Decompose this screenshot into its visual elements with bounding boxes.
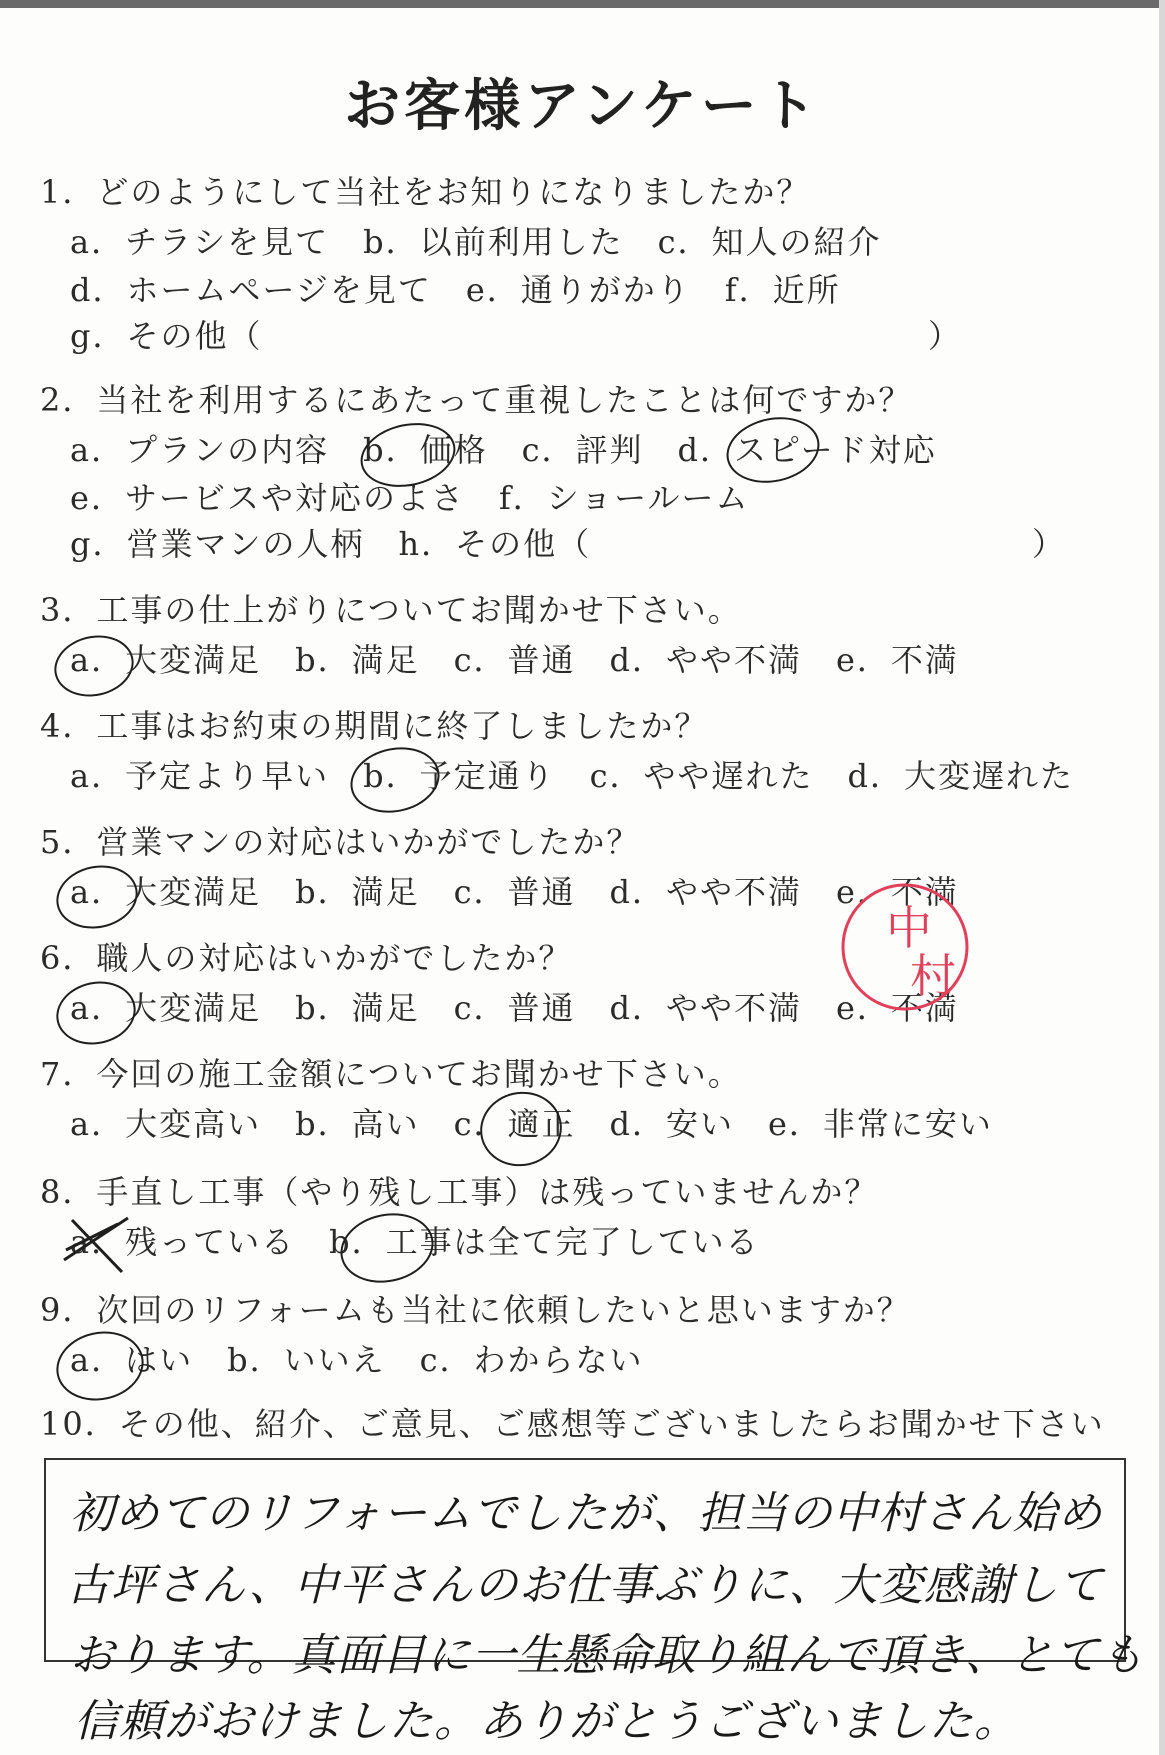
q8-question: 8．手直し工事（やり残し工事）は残っていませんか？ bbox=[40, 1173, 879, 1211]
q8-answer-a-cross-out-icon bbox=[58, 1210, 138, 1280]
comment-line-1: 初めてのリフォームでしたが、担当の中村さん始め bbox=[70, 1488, 1103, 1539]
comment-line-2: 古坪さん、中平さんのお仕事ぶりに、大変感謝して bbox=[66, 1560, 1104, 1611]
q10-question: 10．その他、紹介、ご意見、ご感想等ございましたらお聞かせ下さい bbox=[40, 1405, 1105, 1443]
q4-question: 4．工事はお約束の期間に終了しましたか？ bbox=[40, 707, 709, 745]
q1-other-close: ） bbox=[928, 317, 963, 355]
comment-line-4: 信頼がおけました。ありがとうございました。 bbox=[74, 1696, 1019, 1747]
q7-question: 7．今回の施工金額についてお聞かせ下さい。 bbox=[40, 1055, 742, 1093]
q1-options-line2: d．ホームページを見て e．通りがかり f．近所 bbox=[70, 271, 841, 309]
q5-options: a．大変満足 b．満足 c．普通 d．やや不満 e．不満 bbox=[70, 873, 959, 911]
q2-options-line1: a．プランの内容 b．価格 c．評判 d．スピード対応 bbox=[70, 431, 937, 469]
q8-options: a．残っている b．工事は全て完了している bbox=[70, 1223, 760, 1261]
q3-options: a．大変満足 b．満足 c．普通 d．やや不満 e．不満 bbox=[70, 641, 959, 679]
seal-char-1: 中 bbox=[886, 901, 932, 955]
q2-options-line3: g．営業マンの人柄 h．その他（ bbox=[70, 525, 592, 563]
q6-options: a．大変満足 b．満足 c．普通 d．やや不満 e．不満 bbox=[70, 989, 959, 1027]
q9-question: 9．次回のリフォームも当社に依頼したいと思いますか？ bbox=[40, 1291, 911, 1329]
q9-options: a．はい b．いいえ c．わからない bbox=[70, 1341, 644, 1379]
q2-options-line2: e．サービスや対応のよさ f．ショールーム bbox=[70, 479, 750, 517]
q1-options-line3: g．その他（ bbox=[70, 317, 263, 355]
q1-question: 1．どのようにして当社をお知りになりましたか？ bbox=[40, 173, 811, 211]
seal-char-2: 村 bbox=[910, 949, 956, 1003]
q4-options: a．予定より早い b．予定通り c．やや遅れた d．大変遅れた bbox=[70, 757, 1074, 795]
q1-options-line1: a．チラシを見て b．以前利用した c．知人の紹介 bbox=[70, 223, 882, 261]
comment-line-3: おります。真面目に一生懸命取り組んで頂き、とても bbox=[70, 1630, 1145, 1681]
scan-right-edge bbox=[1159, 0, 1165, 1755]
q2-question: 2．当社を利用するにあたって重視したことは何ですか？ bbox=[40, 381, 913, 419]
q2-other-close: ） bbox=[1032, 525, 1067, 563]
q7-options: a．大変高い b．高い c．適正 d．安い e．非常に安い bbox=[70, 1105, 993, 1143]
nakamura-seal-stamp bbox=[838, 880, 973, 1015]
q5-question: 5．営業マンの対応はいかがでしたか？ bbox=[40, 823, 641, 861]
survey-title: お客様アンケート bbox=[344, 74, 821, 139]
scan-top-edge bbox=[0, 0, 1165, 8]
q3-question: 3．工事の仕上がりについてお聞かせ下さい。 bbox=[40, 591, 742, 629]
q6-question: 6．職人の対応はいかがでしたか？ bbox=[40, 939, 573, 977]
